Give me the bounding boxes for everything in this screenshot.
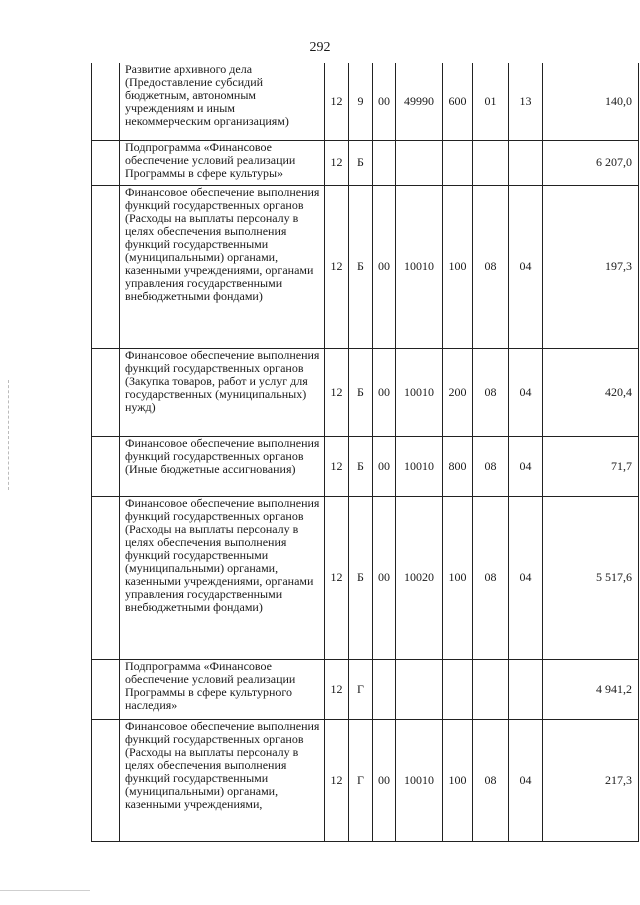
- table-row: [92, 436, 639, 496]
- amount: 5 517,6: [543, 496, 639, 659]
- code-section: 12: [325, 436, 349, 496]
- code-section: 12: [325, 63, 349, 140]
- code-direction: 49990: [396, 63, 443, 140]
- code-subprogram: Б: [349, 436, 373, 496]
- code-item: 00: [373, 63, 396, 140]
- code-subchapter: 04: [509, 719, 543, 841]
- scan-edge-line: [0, 890, 90, 891]
- code-direction: 10020: [396, 496, 443, 659]
- code-chapter: [473, 140, 509, 185]
- index-cell: [92, 436, 120, 496]
- code-subchapter: [509, 140, 543, 185]
- amount: 197,3: [543, 185, 639, 348]
- page-number: 292: [309, 40, 331, 55]
- code-subprogram: Б: [349, 140, 373, 185]
- row-name: Подпрограмма «Финансовое обеспечение условий реализации Программы в сфере культуры»: [120, 140, 325, 185]
- code-expense-type: 100: [443, 185, 473, 348]
- code-direction: 10010: [396, 436, 443, 496]
- index-cell: [92, 185, 120, 348]
- code-section: 12: [325, 719, 349, 841]
- code-chapter: 01: [473, 63, 509, 140]
- code-section: 12: [325, 659, 349, 719]
- index-cell: [92, 496, 120, 659]
- code-expense-type: [443, 659, 473, 719]
- table-row: [92, 496, 639, 659]
- code-item: 00: [373, 496, 396, 659]
- code-subprogram: Б: [349, 348, 373, 436]
- code-section: 12: [325, 185, 349, 348]
- row-name: Развитие архивного дела (Предоставление субсидий бюджетным, автономным учреждениям и иным некоммерческим организациям): [120, 63, 325, 140]
- code-chapter: [473, 659, 509, 719]
- code-section: 12: [325, 348, 349, 436]
- code-subprogram: Г: [349, 719, 373, 841]
- table-row: [92, 63, 639, 140]
- table-row: [92, 348, 639, 436]
- table-row: [92, 185, 639, 348]
- amount: 420,4: [543, 348, 639, 436]
- table-row: [92, 719, 639, 841]
- code-direction: [396, 659, 443, 719]
- code-item: 00: [373, 348, 396, 436]
- row-name: Финансовое обеспечение выполнения функций государственных органов (Расходы на выплаты персоналу в целях обеспечения выполнения функций государственными (муниципальными) органами, казенными учреждениями, органами управления государственными внебюджетными фондами): [120, 496, 325, 659]
- code-chapter: 08: [473, 719, 509, 841]
- row-name: Финансовое обеспечение выполнения функций государственных органов (Иные бюджетные ассигнования): [120, 436, 325, 496]
- index-cell: [92, 140, 120, 185]
- table-row: [92, 659, 639, 719]
- row-name: Финансовое обеспечение выполнения функций государственных органов (Расходы на выплаты персоналу в целях обеспечения выполнения функций государственными (муниципальными) органами, казенными учреждениями, органами управления государственными внебюджетными фондами): [120, 185, 325, 348]
- budget-table: [91, 63, 639, 842]
- code-section: 12: [325, 496, 349, 659]
- code-item: 00: [373, 185, 396, 348]
- code-direction: 10010: [396, 719, 443, 841]
- code-subprogram: 9: [349, 63, 373, 140]
- code-expense-type: 600: [443, 63, 473, 140]
- code-subprogram: Б: [349, 496, 373, 659]
- index-cell: [92, 63, 120, 140]
- row-name: Финансовое обеспечение выполнения функций государственных органов (Закупка товаров, работ и услуг для государственных (муниципальных) нужд): [120, 348, 325, 436]
- code-subchapter: 04: [509, 348, 543, 436]
- code-subchapter: 04: [509, 185, 543, 348]
- code-direction: 10010: [396, 185, 443, 348]
- code-chapter: 08: [473, 348, 509, 436]
- code-expense-type: 100: [443, 719, 473, 841]
- row-name: Подпрограмма «Финансовое обеспечение условий реализации Программы в сфере культурного наследия»: [120, 659, 325, 719]
- table-row: [92, 140, 639, 185]
- code-expense-type: 100: [443, 496, 473, 659]
- code-chapter: 08: [473, 185, 509, 348]
- code-item: [373, 140, 396, 185]
- index-cell: [92, 659, 120, 719]
- code-chapter: 08: [473, 496, 509, 659]
- code-expense-type: 800: [443, 436, 473, 496]
- code-subchapter: 04: [509, 436, 543, 496]
- code-item: [373, 659, 396, 719]
- amount: 140,0: [543, 63, 639, 140]
- code-subchapter: 04: [509, 496, 543, 659]
- code-item: 00: [373, 719, 396, 841]
- code-direction: 10010: [396, 348, 443, 436]
- row-name: Финансовое обеспечение выполнения функций государственных органов (Расходы на выплаты персоналу в целях обеспечения выполнения функций государственными (муниципальными) органами, казенными учреждениями,: [120, 719, 325, 841]
- amount: 71,7: [543, 436, 639, 496]
- code-subprogram: Г: [349, 659, 373, 719]
- code-subchapter: 13: [509, 63, 543, 140]
- code-subchapter: [509, 659, 543, 719]
- index-cell: [92, 348, 120, 436]
- code-section: 12: [325, 140, 349, 185]
- code-expense-type: 200: [443, 348, 473, 436]
- scan-margin-mark: [8, 380, 10, 490]
- amount: 6 207,0: [543, 140, 639, 185]
- amount: 217,3: [543, 719, 639, 841]
- code-direction: [396, 140, 443, 185]
- index-cell: [92, 719, 120, 841]
- code-chapter: 08: [473, 436, 509, 496]
- code-expense-type: [443, 140, 473, 185]
- code-subprogram: Б: [349, 185, 373, 348]
- code-item: 00: [373, 436, 396, 496]
- amount: 4 941,2: [543, 659, 639, 719]
